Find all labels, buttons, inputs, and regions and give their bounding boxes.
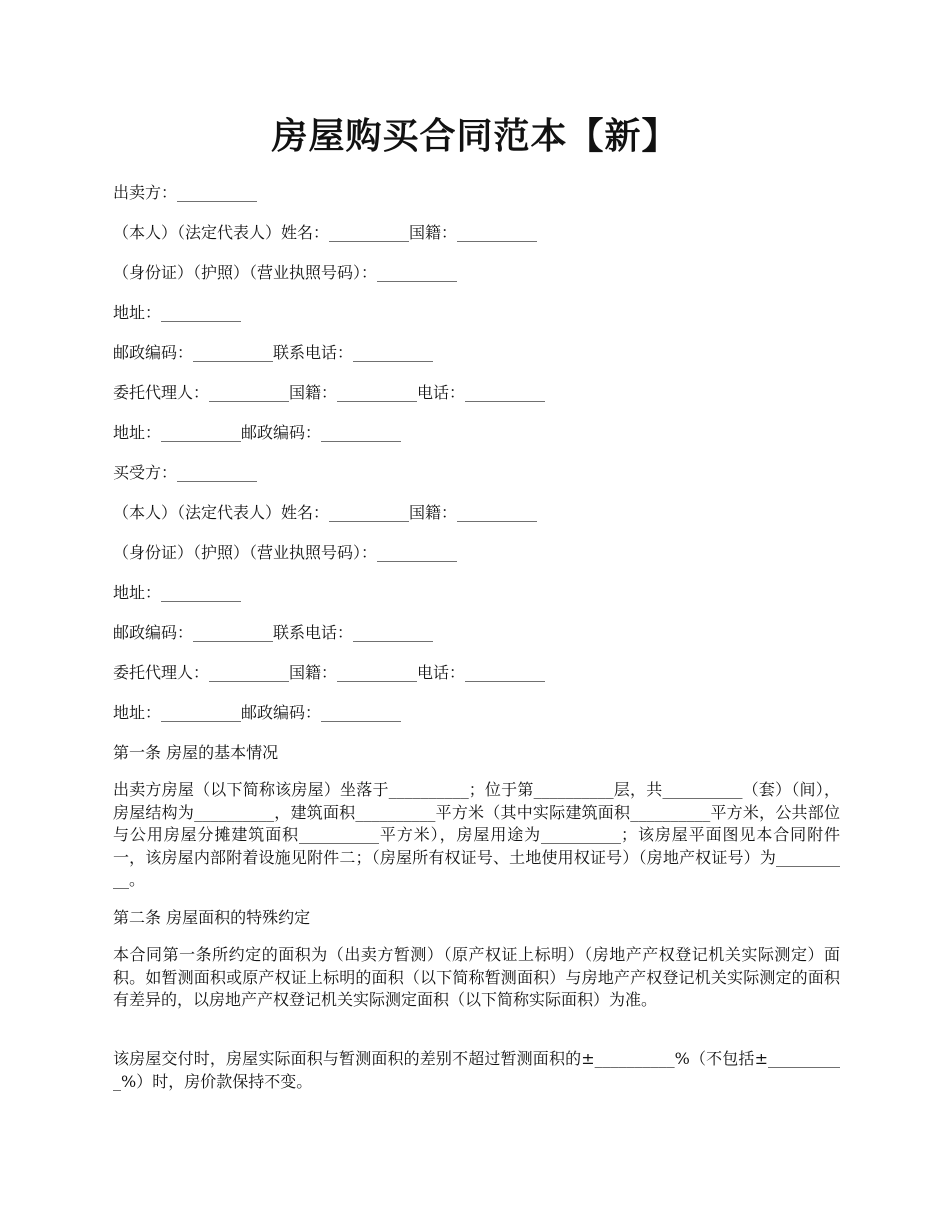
- buyer-agent-address-line: 地址：__________邮政编码：__________: [113, 703, 402, 722]
- seller-postcode-phone-line: 邮政编码：__________联系电话：__________: [113, 343, 434, 362]
- buyer-agent-line: 委托代理人：__________国籍：__________电话：__________: [113, 663, 546, 682]
- document-title: 房屋购买合同范本【新】: [271, 115, 679, 157]
- article-1-body: 出卖方房屋（以下简称该房屋）坐落于__________；位于第__________层，共__________（套）（间），房屋结构为__________，建筑面积__________平方米（其中实际建筑面积__________平方米，公共部位与公用房屋分摊建筑面积__________平方米），房屋用途为__________；该房屋平面图见本合同附件一，该房屋内部附着设施见附件二；（房屋所有权证号、土地使用权证号）（房地产权证号）为__________。: [113, 780, 840, 889]
- buyer-address-line: 地址：__________: [113, 583, 242, 602]
- seller-id-line: （身份证）（护照）（营业执照号码）：__________: [113, 263, 458, 282]
- seller-address-line: 地址：__________: [113, 303, 242, 322]
- seller-legal-rep-line: （本人）（法定代表人）姓名：__________国籍：__________: [113, 223, 538, 242]
- article-1-heading: 第一条 房屋的基本情况: [113, 743, 279, 762]
- buyer-name-line: 买受方：__________: [113, 463, 258, 482]
- article-2-body-2: 该房屋交付时，房屋实际面积与暂测面积的差别不超过暂测面积的±__________%（不包括±__________%）时，房价款保持不变。: [113, 1049, 840, 1091]
- buyer-legal-rep-line: （本人）（法定代表人）姓名：__________国籍：__________: [113, 503, 538, 522]
- buyer-postcode-phone-line: 邮政编码：__________联系电话：__________: [113, 623, 434, 642]
- seller-name-line: 出卖方：__________: [113, 183, 258, 202]
- seller-agent-address-line: 地址：__________邮政编码：__________: [113, 423, 402, 442]
- article-2-heading: 第二条 房屋面积的特殊约定: [113, 908, 311, 927]
- article-2-body-1: 本合同第一条所约定的面积为（出卖方暂测）（原产权证上标明）（房地产产权登记机关实际测定）面积。如暂测面积或原产权证上标明的面积（以下简称暂测面积）与房地产产权登记机关实际测定的面积有差异的，以房地产产权登记机关实际测定面积（以下简称实际面积）为准。: [113, 945, 840, 1009]
- seller-agent-line: 委托代理人：__________国籍：__________电话：__________: [113, 383, 546, 402]
- buyer-id-line: （身份证）（护照）（营业执照号码）：__________: [113, 543, 458, 562]
